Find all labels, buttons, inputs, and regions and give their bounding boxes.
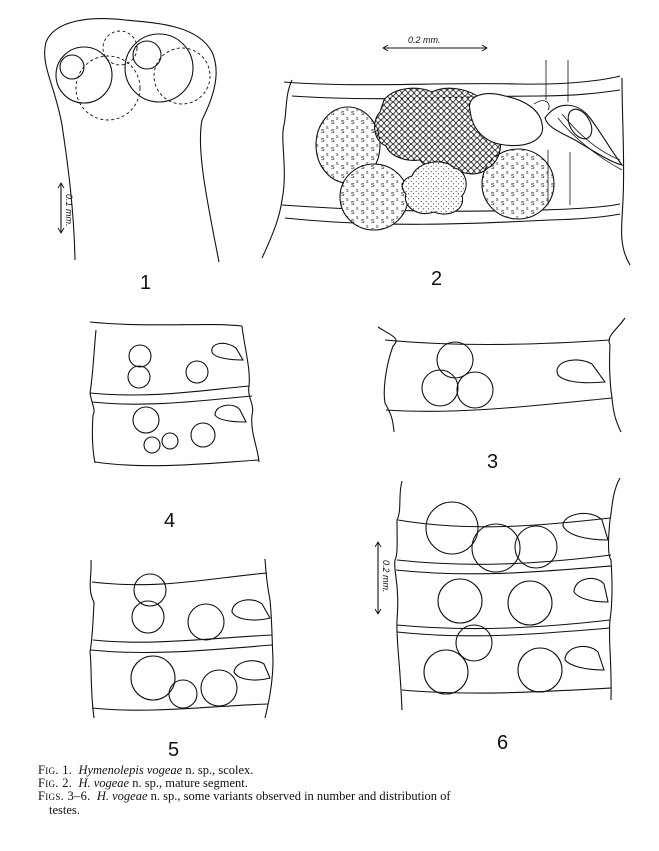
caption-species: H. vogeae: [78, 776, 130, 791]
caption-text: n. sp., some variants observed in number and distribution of: [147, 789, 451, 804]
testis: [426, 502, 478, 554]
testis: [508, 581, 552, 625]
sucker: [56, 47, 112, 103]
caption-text: n. sp., mature segment.: [129, 776, 248, 791]
testis: [422, 370, 458, 406]
sucker: [60, 55, 84, 79]
testis: [518, 648, 562, 692]
scale-label: 0.2 mm.: [381, 560, 391, 593]
scale-label: 0.2 mm.: [408, 35, 441, 45]
figure-3-segment: [378, 318, 625, 473]
segment-outline: [262, 80, 292, 258]
testis: [437, 342, 473, 378]
cirrus-sac: [574, 578, 608, 602]
figure-number: 4: [164, 510, 176, 532]
testis: [438, 579, 482, 623]
testis: [133, 407, 159, 433]
caption-prefix: Fig. 1.: [38, 763, 73, 777]
scale-label: 0.1 mm.: [64, 194, 74, 227]
testis: [424, 650, 468, 694]
testis: [340, 164, 408, 230]
figure-6-segments: [375, 478, 620, 754]
cirrus-sac: [232, 600, 270, 620]
figure-2-mature-segment: [262, 35, 630, 290]
caption-species: H. vogeae: [96, 789, 148, 804]
caption-species: Hymenolepis vogeae: [78, 763, 183, 777]
testis: [472, 524, 520, 572]
caption-text: testes.: [49, 802, 80, 817]
testis: [131, 656, 175, 700]
figure-number: 2: [431, 268, 443, 290]
sucker: [154, 48, 210, 104]
figure-1-scolex: [45, 19, 219, 294]
figure-caption: [38, 764, 653, 817]
testis: [169, 680, 197, 708]
testis: [186, 361, 208, 383]
caption-line-3: [38, 790, 653, 803]
caption-text: n. sp., scolex.: [182, 763, 254, 777]
testis: [129, 345, 151, 367]
figure-number: 6: [497, 732, 509, 754]
figure-number: 5: [168, 739, 180, 760]
sucker: [125, 34, 193, 102]
testis: [188, 604, 224, 640]
cirrus-sac: [565, 646, 604, 670]
figure-5-segments: [90, 559, 273, 760]
caption-prefix: Figs. 3–6.: [38, 789, 91, 804]
testis: [128, 366, 150, 388]
sucker: [76, 56, 140, 120]
figure-number: 3: [487, 451, 499, 473]
figure-number: 1: [140, 272, 152, 294]
testis: [201, 670, 237, 706]
figure-4-segments: [90, 322, 259, 532]
testis: [457, 372, 493, 408]
testis: [144, 437, 160, 453]
testis: [162, 433, 178, 449]
cirrus-sac: [234, 661, 270, 680]
cirrus-sac: [557, 360, 605, 383]
cirrus-sac: [215, 405, 246, 422]
vitellarium: [402, 162, 466, 214]
cirrus-sac: [563, 513, 608, 540]
caption-line-4: [38, 804, 653, 817]
caption-prefix: Fig. 2.: [38, 776, 73, 791]
cirrus-sac: [212, 343, 243, 360]
testis: [191, 423, 215, 447]
